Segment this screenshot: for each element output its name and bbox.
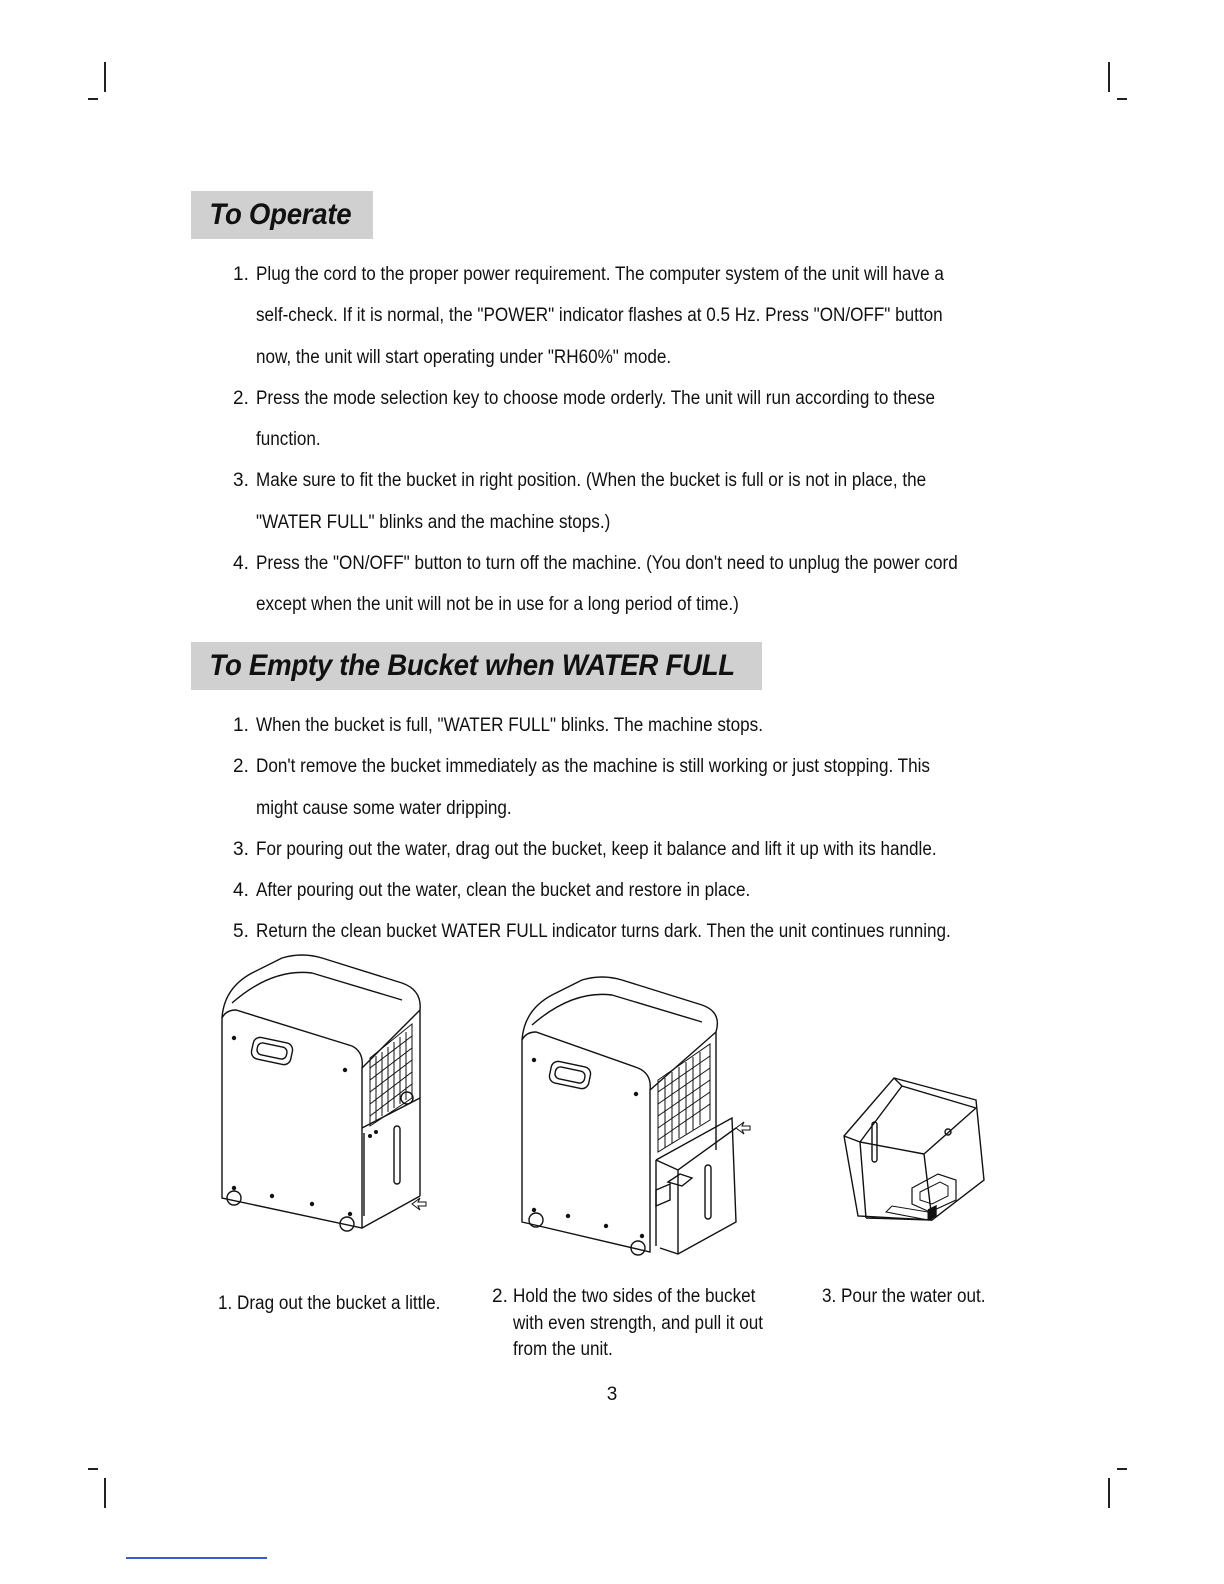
list-item — [233, 378, 1033, 461]
page-number: 3 — [606, 1384, 618, 1405]
step-text: Plug the cord to the proper power requirement. The computer system of the unit will have a — [256, 264, 944, 285]
dehumidifier-figure-1 — [212, 948, 452, 1238]
section-title: To Operate — [209, 198, 352, 231]
section-heading-operate — [191, 191, 373, 239]
caption-text: from the unit. — [513, 1339, 613, 1360]
step-text: After pouring out the water, clean the bucket and restore in place. — [256, 880, 751, 902]
caption-text: with even strength, and pull it out — [513, 1312, 764, 1334]
step-text: When the bucket is full, "WATER FULL" blinks. The machine stops. — [256, 715, 763, 736]
caption-text: Hold the two sides of the bucket — [513, 1286, 756, 1307]
caption-text: 1. Drag out the bucket a little. — [218, 1293, 441, 1314]
step-text: Don't remove the bucket immediately as the machine is still working or just stopping. This — [256, 756, 930, 778]
crop-mark — [1108, 1478, 1110, 1508]
bucket-figure-3 — [836, 1070, 996, 1230]
dehumidifier-illustration — [212, 948, 452, 1238]
dehumidifier-illustration — [510, 960, 770, 1260]
step-text: might cause some water dripping. — [256, 797, 512, 819]
list-item — [233, 829, 1033, 870]
figure-caption — [492, 1284, 791, 1364]
empty-bucket-steps-list — [233, 705, 1033, 953]
step-text: except when the unit will not be in use for a long period of time.) — [256, 594, 739, 616]
list-item — [233, 705, 1033, 746]
step-text: Return the clean bucket WATER FULL indicator turns dark. Then the unit continues running. — [256, 921, 951, 943]
step-text: Make sure to fit the bucket in right position. (When the bucket is full or is not in place, the — [256, 470, 927, 492]
figure-caption — [822, 1284, 1004, 1311]
list-item — [233, 911, 1033, 952]
caption-number: 2. — [492, 1286, 508, 1307]
crop-mark — [88, 1468, 98, 1470]
step-number: 4. — [233, 880, 249, 902]
step-number: 2. — [233, 387, 249, 409]
footer-rule — [126, 1557, 267, 1559]
dehumidifier-figure-2 — [510, 960, 770, 1260]
step-number: 3. — [233, 470, 249, 492]
step-text: For pouring out the water, drag out the bucket, keep it balance and lift it up with its handle. — [256, 838, 937, 860]
step-text: "WATER FULL" blinks and the machine stops.) — [256, 511, 611, 533]
list-item — [233, 543, 1033, 626]
section-title: To Empty the Bucket when WATER FULL — [209, 649, 735, 682]
crop-mark — [1108, 62, 1110, 92]
list-item — [233, 870, 1033, 911]
bucket-illustration — [836, 1070, 996, 1230]
step-text: Press the "ON/OFF" button to turn off the machine. (You don't need to unplug the power cord — [256, 553, 958, 575]
step-number: 1. — [233, 264, 249, 285]
crop-mark — [88, 98, 98, 100]
crop-mark — [104, 1478, 106, 1508]
step-number: 1. — [233, 715, 249, 736]
caption-text: 3. Pour the water out. — [822, 1286, 986, 1307]
step-number: 5. — [233, 921, 249, 943]
step-number: 3. — [233, 838, 249, 860]
list-item — [233, 254, 1033, 378]
section-heading-empty-bucket — [191, 642, 762, 690]
step-text: now, the unit will start operating under "RH60%" mode. — [256, 346, 672, 368]
crop-mark — [1117, 98, 1127, 100]
list-item — [233, 460, 1033, 543]
step-text: function. — [256, 429, 321, 451]
step-number: 4. — [233, 553, 249, 575]
crop-mark — [104, 62, 106, 92]
operate-steps-list — [233, 254, 1033, 626]
crop-mark — [1117, 1468, 1127, 1470]
figure-caption — [218, 1291, 465, 1318]
list-item — [233, 746, 1033, 829]
step-number: 2. — [233, 756, 249, 778]
step-text: self-check. If it is normal, the "POWER" indicator flashes at 0.5 Hz. Press "ON/OFF" button — [256, 305, 943, 327]
step-text: Press the mode selection key to choose mode orderly. The unit will run according to these — [256, 387, 935, 409]
